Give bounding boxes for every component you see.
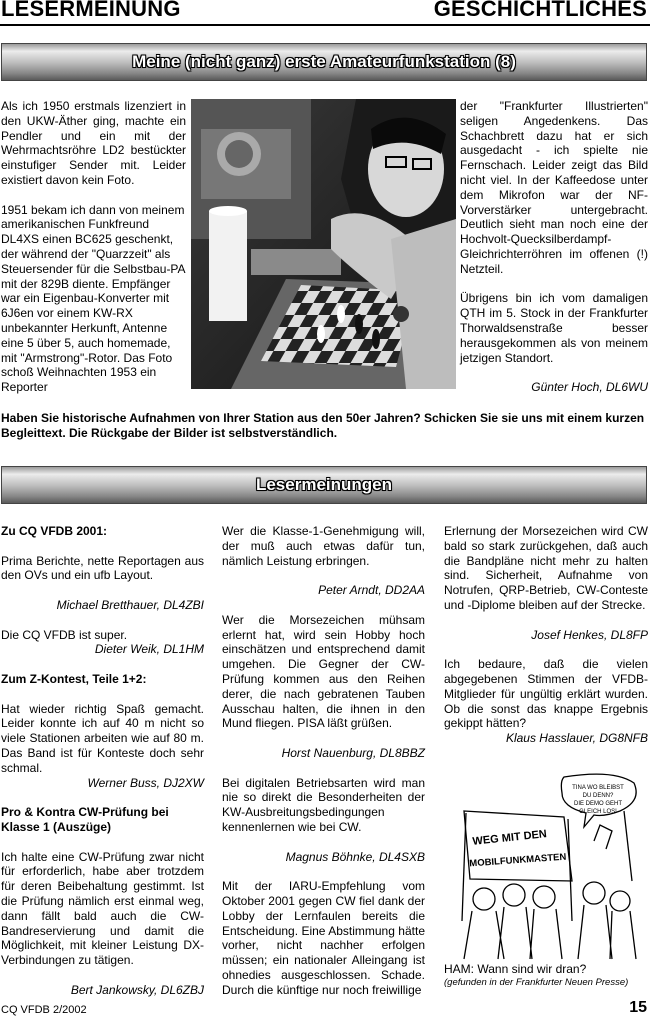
cartoon-banner-line1: WEG MIT DEN bbox=[471, 828, 548, 848]
letter-signature: Horst Nauenburg, DL8BBZ bbox=[281, 745, 425, 760]
history-title: Meine (nicht ganz) erste Amateurfunkstation (8) bbox=[132, 52, 516, 71]
letter-signature: Bert Jankowsky, DL6ZBJ bbox=[70, 982, 204, 997]
letter-signature: Werner Buss, DJ2XW bbox=[87, 775, 204, 790]
history-left-column bbox=[1, 99, 186, 395]
photo-request-callout: Haben Sie historische Aufnahmen von Ihrer Station aus den 50er Jahren? Schicken Sie sie uns mit einem kurzen Begleittext. Die Rückgabe der Bilder ist selbstverständlich. bbox=[1, 411, 645, 440]
footer-issue: CQ VFDB 2/2002 bbox=[1, 1004, 87, 1016]
cartoon-bubble-line1: TINA WO BLEIBST bbox=[572, 785, 624, 791]
letter-text: Prima Berichte, nette Reportagen aus den OVs und ein ufb Layout. bbox=[1, 553, 204, 583]
page-header bbox=[0, 0, 650, 26]
station-photo bbox=[191, 99, 456, 389]
history-author: Günter Hoch, DL6WU bbox=[531, 380, 648, 395]
letter-heading: Zum Z-Kontest, Teile 1+2: bbox=[1, 671, 147, 686]
history-paragraph: Übrigens bin ich vom damaligen QTH im 5. Stock in der Frankfurter Thorwaldsenstraße besser herausgekommen als von meinem jetzigen Standort. bbox=[460, 291, 648, 365]
letter-text: Ich bedaure, daß die vielen abgegebenen Stimmen der VFDB-Mitglieder für ungültig erklärt wurden. Ob die sonst das knappe Ergebnis gekippt hätten? bbox=[444, 657, 648, 731]
letters-column-3 bbox=[444, 524, 648, 746]
footer-page-number: 15 bbox=[629, 999, 647, 1016]
letter-text: Die CQ VFDB ist super. bbox=[1, 627, 128, 642]
letter-signature: Peter Arndt, DD2AA bbox=[318, 583, 425, 598]
cartoon-banner-line2: MOBILFUNKMASTEN bbox=[469, 851, 567, 870]
letters-column-2 bbox=[222, 524, 425, 998]
letter-signature: Klaus Hasslauer, DG8NFB bbox=[505, 731, 648, 746]
letter-text: Bei digitalen Betriebsarten wird man nie so direkt die Besonderheiten der KW-Ausbreitungsbedingungen kennenlernen wie bei CW. bbox=[222, 775, 425, 834]
letter-text: Ich halte eine CW-Prüfung zwar nicht für erforderlich, habe aber trotzdem für deren Beibehaltung gestimmt. Ist die Prüfung nämlich erst einmal weg, dann fällt bald auch die CW-Bandreservierung und damit die Möglichkeit, mit kleiner Leistung DX-Verbindungen zu tätigen. bbox=[1, 849, 204, 968]
letter-heading: Zu CQ VFDB 2001: bbox=[1, 524, 108, 538]
cartoon-bubble-line4: GLEICH LOS! bbox=[579, 809, 617, 815]
letter-text: Erlernung der Morsezeichen wird CW bald so stark zurückgehen, daß auch die Bandpläne nicht mehr zu halten sind. Sicherheit, Aufnahme von Notrufen, QRP-Betrieb, CW-Conteste und -Diplome bleiben auf der Strecke. bbox=[444, 524, 648, 612]
cartoon-source: (gefunden in der Frankfurter Neuen Presse) bbox=[444, 977, 629, 988]
history-title-bar bbox=[1, 43, 647, 81]
station-photo-image bbox=[191, 99, 456, 389]
letter-signature: Magnus Böhnke, DL4SXB bbox=[285, 849, 425, 864]
letter-heading: Pro & Kontra CW-Prüfung bei Klasse 1 (Auszüge) bbox=[1, 805, 169, 834]
cartoon-caption-block bbox=[444, 962, 648, 989]
section-label-right: GESCHICHTLICHES bbox=[433, 0, 647, 21]
cartoon bbox=[444, 771, 644, 961]
letter-text: Wer die Morsezeichen mühsam erlernt hat, wird sein Hobby hoch einschätzen und entsprechend damit umgehen. Die Gegner der CW-Prüfung kommen aus den Reihen derer, die nach gebratenen Tauben Ausschau halten, die ihnen in den Mund fliegen. PISA läßt grüßen. bbox=[222, 612, 425, 731]
letters-title-bar bbox=[1, 466, 647, 504]
history-paragraph: 1951 bekam ich dann von meinem amerikanischen Funkfreund DL4XS einen BC625 geschenkt, der während der "Quarzzeit" als Steuersender für die Selbstbau-PA mit der 829B diente. Empfänger war ein Eigenbau-Konverter mit 6J6en vor einem KW-RX unbekannter Herkunft, Antenne eine 5 über 5, auch homemade, mit "Armstrong"-Rotor. Das Foto schoß Weihnachten 1953 ein Reporter bbox=[1, 202, 185, 395]
cartoon-bubble-line2: DU DENN? bbox=[582, 793, 614, 799]
letter-text: Wer die Klasse-1-Genehmigung will, der muß auch etwas dafür tun, nämlich Leistung erbringen. bbox=[222, 524, 425, 568]
history-paragraph: Als ich 1950 erstmals lizenziert in den UKW-Äther ging, machte ein Pendler und ein mit der Wehrmachtsröhre LD2 bestückter einstufiger Sender mit. Leider existiert davon kein Foto. bbox=[1, 99, 186, 187]
letter-signature: Josef Henkes, DL8FP bbox=[531, 627, 648, 642]
letters-title: Lesermeinungen bbox=[255, 475, 393, 494]
letter-text: Mit der IARU-Empfehlung vom Oktober 2001 gegen CW fiel dank der Lobby der Lernfaulen bereits die Entscheidung. Eine Abstimmung hätte vorher, nicht nachher erfolgen müssen; ein nationaler Alleingang ist ohnedies ausgeschlossen. Schade. Durch die künftige nur noch freiwillige bbox=[222, 879, 425, 997]
cartoon-caption: HAM: Wann sind wir dran? bbox=[444, 962, 587, 976]
history-paragraph: der "Frankfurter Illustrierten" seligen Angedenkens. Das Schachbrett dazu hat er sich ausgedacht - ich spielte nie Fernschach. Leider zeigt das Bild nicht viel. In der Kaffeedose unter dem Mikrofon war der NF-Vorverstärker untergebracht. Deutlich sieht man noch eine der Hochvolt-Quecksilberdampf-Gleichrichterröhren im offenen (!) Netzteil. bbox=[460, 99, 648, 276]
letters-column-1 bbox=[1, 524, 204, 998]
history-right-column bbox=[460, 99, 648, 395]
section-label-left: LESERMEINUNG bbox=[1, 0, 181, 21]
letter-signature: Michael Bretthauer, DL4ZBI bbox=[56, 597, 204, 612]
cartoon-bubble-line3: DIE DEMO GEHT bbox=[573, 801, 623, 807]
header-rule bbox=[0, 24, 650, 26]
letter-signature: Dieter Weik, DL1HM bbox=[94, 642, 204, 657]
cartoon-drawing bbox=[444, 771, 644, 961]
letter-text: Hat wieder richtig Spaß gemacht. Leider konnte ich auf 40 m nicht so viele Stationen arbeiten wie auf 80 m. Das Band ist für Konteste doch sehr schmal. bbox=[1, 701, 204, 775]
